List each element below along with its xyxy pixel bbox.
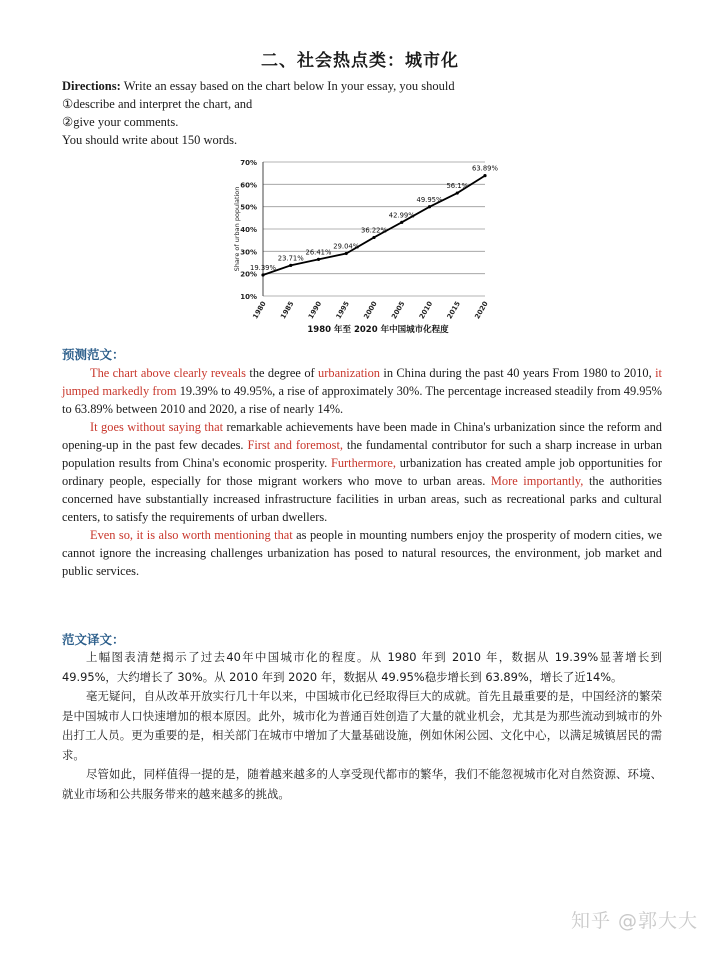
essay-highlight: urbanization: [318, 366, 380, 380]
data-point: [483, 174, 486, 177]
directions-block: [62, 77, 682, 149]
y-axis-label: Share of urban population: [233, 186, 241, 272]
essay-highlight: it jumped markedly from: [62, 366, 662, 398]
translation-paragraph-1: 上幅图表清楚揭示了过去40年中国城市化的程度。从 1980 年到 2010 年，数据从 19.39%显著增长到 49.95%，大约增长了 30%。从 2010 年到 2020 年，数据从 49.95%稳步增长到 63.89%，增长了近14%。: [62, 650, 662, 684]
sample-essay: [62, 364, 662, 580]
x-tick-label: 2010: [417, 300, 435, 321]
essay-highlight: More importantly,: [490, 474, 584, 488]
essay-text: the degree of: [245, 366, 319, 380]
y-tick-label: 70%: [240, 159, 257, 167]
translation-heading: 范文译文：: [62, 632, 125, 647]
data-label: 42.99%: [388, 211, 415, 220]
data-point: [345, 252, 348, 255]
data-label: 19.39%: [250, 264, 276, 273]
y-tick-label: 40%: [240, 226, 257, 234]
directions-line-1: [62, 77, 682, 95]
essay-text: 19.39% to 49.95%, a rise of approximately 30%. The percentage increased steadily from 49.95% to 63.89% between 2010 and 2020, a rise of nearly 14%.: [62, 384, 662, 416]
chart-svg: [215, 152, 505, 337]
x-tick-label: 2005: [390, 300, 407, 321]
directions-label: Directions:: [62, 79, 121, 93]
chart-title: 1980 年至 2020 年中国城市化程度: [307, 325, 449, 335]
essay-highlight: Even so, it is also worth mentioning that: [90, 528, 293, 542]
data-label: 23.71%: [277, 254, 304, 263]
essay-text: the authorities concerned have substantially increased infrastructure facilities in urban areas, such as recreational parks and cultural centers, to satisfy the requirements of urban dwellers.: [62, 474, 662, 524]
y-tick-label: 10%: [240, 293, 257, 301]
y-tick-label: 50%: [240, 203, 257, 212]
page-title: 二、社会热点类：城市化: [261, 51, 459, 71]
essay-text: as people in mounting numbers enjoy the prosperity of modern cities, we cannot ignore the increasing challenges urbanization has posed to natural resources, the environment, job market and public services.: [62, 528, 662, 578]
data-label: 26.41%: [305, 248, 332, 257]
data-point: [456, 191, 459, 194]
x-tick-label: 2020: [473, 300, 490, 321]
essay-paragraph-2: [62, 418, 662, 526]
zhihu-watermark: 知乎 @郭大大: [570, 910, 698, 932]
essay-text: urbanization has created ample job opportunities for ordinary people, especially for those migrant workers who move to urban areas.: [62, 456, 663, 488]
essay-highlight: First and foremost,: [247, 438, 343, 452]
data-label: 63.89%: [472, 164, 498, 173]
data-label: 36.22%: [361, 226, 387, 235]
data-point: [400, 221, 403, 224]
essay-highlight: It goes without saying that: [90, 420, 224, 434]
x-tick-label: 2000: [362, 300, 379, 321]
translation-paragraph-3: 尽管如此，同样值得一提的是，随着越来越多的人享受现代都市的繁华，我们不能忽视城市化对自然资源、环境、就业市场和公共服务带来的越来越多的挑战。: [62, 767, 662, 801]
essay-highlight: Furthermore,: [330, 456, 396, 470]
urbanization-chart: [215, 152, 505, 337]
essay-paragraph-3: [62, 526, 662, 580]
directions-line-2: ①describe and interpret the chart, and: [62, 97, 253, 111]
y-tick-label: 30%: [240, 248, 257, 257]
directions-line-4: You should write about 150 words.: [62, 133, 238, 147]
x-tick-label: 1985: [279, 300, 296, 321]
data-label: 56.1%: [446, 182, 469, 191]
data-point: [428, 205, 431, 208]
data-point: [289, 264, 292, 267]
data-point: [372, 236, 375, 239]
data-point: [261, 273, 264, 276]
essay-text: remarkable achievements have been made in China's urbanization since the reform and opening-up in the past few decades.: [62, 420, 662, 452]
data-label: 29.04%: [333, 242, 360, 251]
essay-translation: [62, 648, 662, 804]
essay-text: the fundamental contributor for such a sharp increase in urban population results from China's economic prosperity.: [62, 438, 663, 470]
data-point: [317, 258, 320, 261]
essay-text: in China during the past 40 years From 1980 to 2010,: [379, 366, 656, 380]
essay-paragraph-1: [62, 364, 662, 418]
sample-essay-heading: 预测范文：: [62, 347, 125, 362]
essay-highlight: The chart above clearly reveals: [90, 366, 246, 380]
data-label: 49.95%: [416, 195, 443, 204]
y-tick-label: 60%: [240, 181, 257, 190]
directions-line-3: ②give your comments.: [62, 115, 179, 129]
x-tick-label: 2015: [445, 300, 462, 321]
x-tick-label: 1995: [334, 300, 351, 321]
x-tick-label: 1980: [251, 300, 268, 321]
x-tick-label: 1990: [306, 300, 324, 321]
y-tick-label: 20%: [240, 270, 257, 279]
translation-paragraph-2: 毫无疑问，自从改革开放实行几十年以来，中国城市化已经取得巨大的成就。首先且最重要的是，中国经济的繁荣是中国城市人口快速增加的根本原因。此外，城市化为普通百姓创造了大量的就业机会，尤其是为那些流动到城市的外出打工人员。更为重要的是，相关部门在城市中增加了大量基础设施，例如休闲公园、文化中心，以满足城镇居民的需求。: [62, 689, 662, 762]
directions-text: Write an essay based on the chart below In your essay, you should: [123, 79, 455, 93]
